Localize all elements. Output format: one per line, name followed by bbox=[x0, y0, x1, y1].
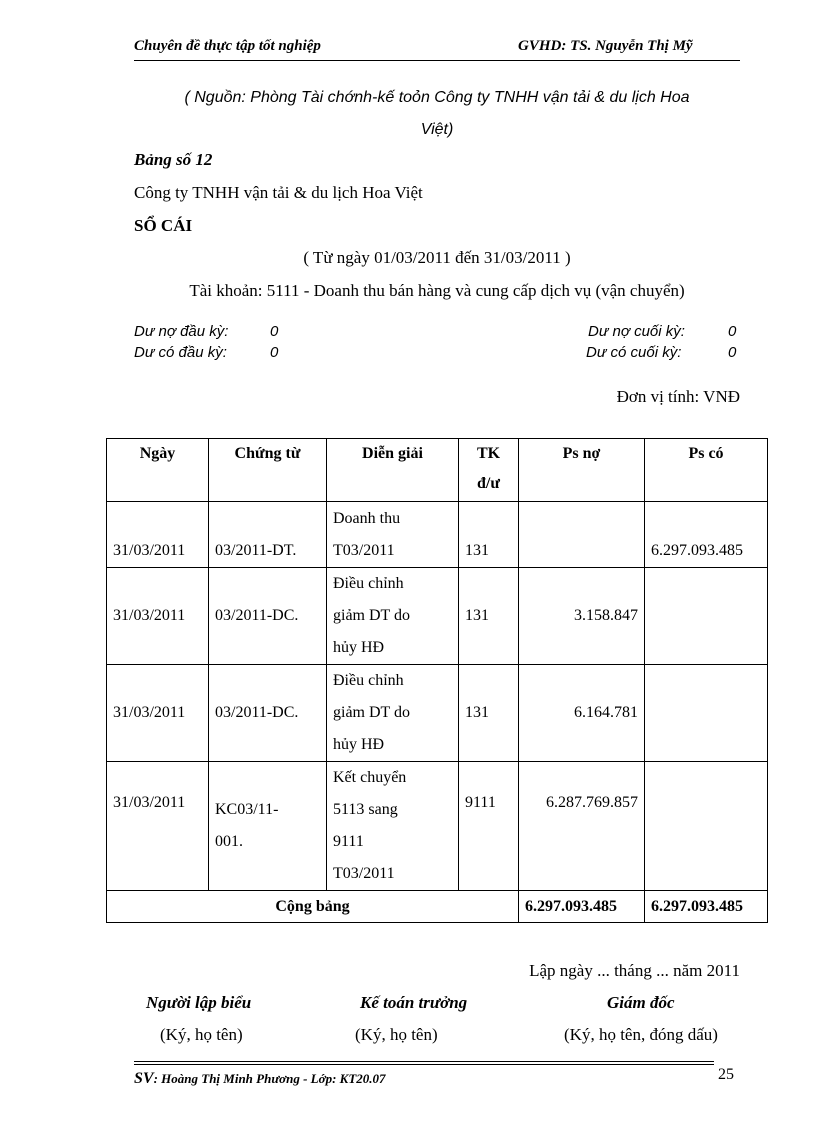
col-header-description: Diễn giải bbox=[327, 439, 459, 502]
table-header-row bbox=[107, 439, 768, 502]
table-row bbox=[107, 762, 768, 891]
row-voucher: 03/2011-DC. bbox=[209, 568, 327, 665]
debit-close-value: 0 bbox=[728, 323, 737, 340]
footer-student-info: : Hoàng Thị Minh Phương - Lớp: KT20.07 bbox=[153, 1071, 386, 1086]
row-voucher bbox=[209, 762, 327, 891]
row-debit: 6.287.769.857 bbox=[519, 762, 645, 891]
desc-line: Điều chỉnh bbox=[333, 575, 404, 592]
row-account: 9111 bbox=[459, 762, 519, 891]
ledger-table bbox=[106, 438, 768, 923]
director-title: Giám đốc bbox=[607, 993, 675, 1012]
table-row bbox=[107, 568, 768, 665]
source-note bbox=[134, 82, 740, 146]
page-number: 25 bbox=[718, 1066, 734, 1083]
col-header-account-line1: TK bbox=[476, 445, 501, 462]
desc-line: Điều chỉnh bbox=[333, 672, 404, 689]
credit-close-value: 0 bbox=[728, 344, 737, 361]
total-label: Cộng bảng bbox=[107, 891, 519, 923]
row-account: 131 bbox=[459, 502, 519, 568]
row-voucher: 03/2011-DC. bbox=[209, 665, 327, 762]
source-line-1: ( Nguồn: Phòng Tài chớnh-kế toỏn Công ty TNHH vận tải & du lịch Hoa bbox=[184, 89, 690, 106]
row-description bbox=[327, 568, 459, 665]
preparer-title: Người lập biểu bbox=[146, 993, 252, 1012]
row-description bbox=[327, 502, 459, 568]
debit-open-label: Dư nợ đầu kỳ: bbox=[134, 323, 229, 340]
row-description bbox=[327, 762, 459, 891]
header-left: Chuyên đề thực tập tốt nghiệp bbox=[134, 38, 321, 54]
col-header-account bbox=[459, 439, 519, 502]
row-description bbox=[327, 665, 459, 762]
total-row bbox=[107, 891, 768, 923]
col-header-credit: Ps có bbox=[645, 439, 768, 502]
col-header-voucher: Chứng từ bbox=[209, 439, 327, 502]
desc-line: Kết chuyển bbox=[333, 769, 407, 786]
credit-open-value: 0 bbox=[270, 344, 279, 361]
source-line-2: Việt) bbox=[420, 121, 454, 138]
row-date: 31/03/2011 bbox=[107, 568, 209, 665]
row-credit: 6.297.093.485 bbox=[645, 502, 768, 568]
unit-label: Đơn vị tính: VNĐ bbox=[616, 387, 740, 406]
row-credit bbox=[645, 665, 768, 762]
table-number: Bảng số 12 bbox=[134, 150, 213, 169]
header-rule bbox=[134, 60, 740, 61]
accountant-title: Kế toán trưởng bbox=[360, 993, 468, 1012]
footer-rule-top bbox=[134, 1061, 714, 1062]
company-name: Công ty TNHH vận tải & du lịch Hoa Việt bbox=[134, 183, 423, 202]
row-credit bbox=[645, 762, 768, 891]
row-date: 31/03/2011 bbox=[107, 502, 209, 568]
row-date: 31/03/2011 bbox=[107, 665, 209, 762]
table-row bbox=[107, 665, 768, 762]
credit-open-label: Dư có đầu kỳ: bbox=[134, 344, 227, 361]
desc-line: T03/2011 bbox=[333, 865, 395, 882]
desc-line: Doanh thu bbox=[333, 509, 401, 527]
account-line: Tài khoản: 5111 - Doanh thu bán hàng và cung cấp dịch vụ (vận chuyển) bbox=[189, 281, 685, 300]
voucher-line: KC03/11- bbox=[215, 801, 279, 818]
desc-line: 5113 sang bbox=[333, 801, 398, 818]
row-voucher: 03/2011-DT. bbox=[209, 502, 327, 568]
desc-line: giảm DT do bbox=[333, 704, 411, 721]
preparer-note: (Ký, họ tên) bbox=[160, 1025, 243, 1044]
table-row bbox=[107, 502, 768, 568]
desc-line: hủy HĐ bbox=[333, 736, 385, 753]
row-credit bbox=[645, 568, 768, 665]
row-date: 31/03/2011 bbox=[107, 762, 209, 891]
debit-close-label: Dư nợ cuối kỳ: bbox=[588, 323, 685, 340]
desc-line: hủy HĐ bbox=[333, 639, 385, 656]
row-debit bbox=[519, 502, 645, 568]
total-debit: 6.297.093.485 bbox=[519, 891, 645, 923]
accountant-note: (Ký, họ tên) bbox=[355, 1025, 438, 1044]
book-title: SỔ CÁI bbox=[134, 216, 193, 235]
col-header-debit: Ps nợ bbox=[519, 439, 645, 502]
total-credit: 6.297.093.485 bbox=[645, 891, 768, 923]
footer-rule-bottom bbox=[134, 1064, 714, 1065]
credit-close-label: Dư có cuối kỳ: bbox=[586, 344, 682, 361]
period: ( Từ ngày 01/03/2011 đến 31/03/2011 ) bbox=[303, 248, 571, 267]
row-debit: 3.158.847 bbox=[519, 568, 645, 665]
desc-line: T03/2011 bbox=[333, 541, 395, 559]
row-account: 131 bbox=[459, 665, 519, 762]
desc-line: giảm DT do bbox=[333, 607, 411, 624]
col-header-account-line2: đ/ư bbox=[477, 475, 500, 492]
desc-line: 9111 bbox=[333, 833, 364, 850]
col-header-date: Ngày bbox=[107, 439, 209, 502]
director-note: (Ký, họ tên, đóng dấu) bbox=[564, 1025, 718, 1044]
row-debit: 6.164.781 bbox=[519, 665, 645, 762]
footer-student bbox=[134, 1070, 386, 1088]
sign-date: Lập ngày ... tháng ... năm 2011 bbox=[529, 961, 740, 980]
debit-open-value: 0 bbox=[270, 323, 279, 340]
header-right: GVHD: TS. Nguyễn Thị Mỹ bbox=[518, 38, 693, 54]
footer-sv-label: SV bbox=[134, 1070, 154, 1087]
voucher-line: 001. bbox=[215, 833, 243, 850]
row-account: 131 bbox=[459, 568, 519, 665]
